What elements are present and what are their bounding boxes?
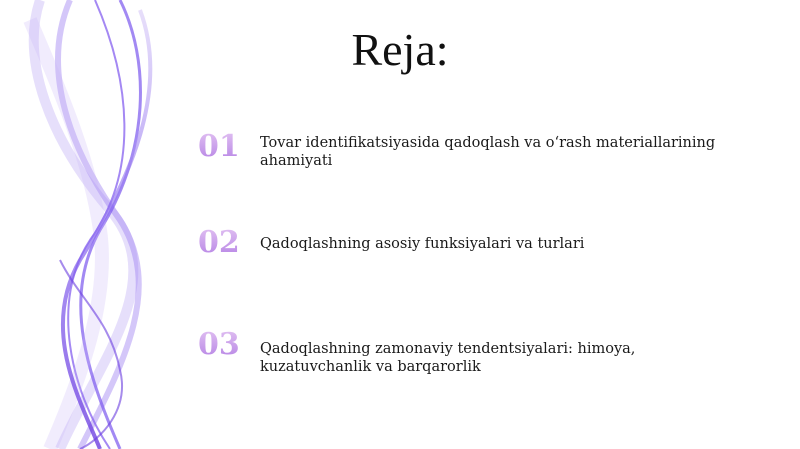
agenda-item-number: 03 — [198, 328, 248, 362]
agenda-item-number: 01 — [198, 130, 248, 164]
agenda-item — [198, 224, 758, 284]
agenda-item-text: Qadoqlashning asosiy funksiyalari va turlari — [260, 236, 585, 252]
agenda-item — [198, 326, 758, 386]
agenda-item-number: 02 — [198, 226, 248, 260]
agenda-item-text: Qadoqlashning zamonaviy tendentsiyalari: himoya, kuzatuvchanlik va barqarorlik — [260, 341, 636, 375]
agenda-item-text: Tovar identifikatsiyasida qadoqlash va o‘rash materiallarining ahamiyati — [260, 135, 716, 169]
agenda-item — [198, 128, 758, 188]
purple-smoke-wave-decoration — [0, 0, 200, 449]
slide-title: Reja: — [351, 24, 449, 75]
